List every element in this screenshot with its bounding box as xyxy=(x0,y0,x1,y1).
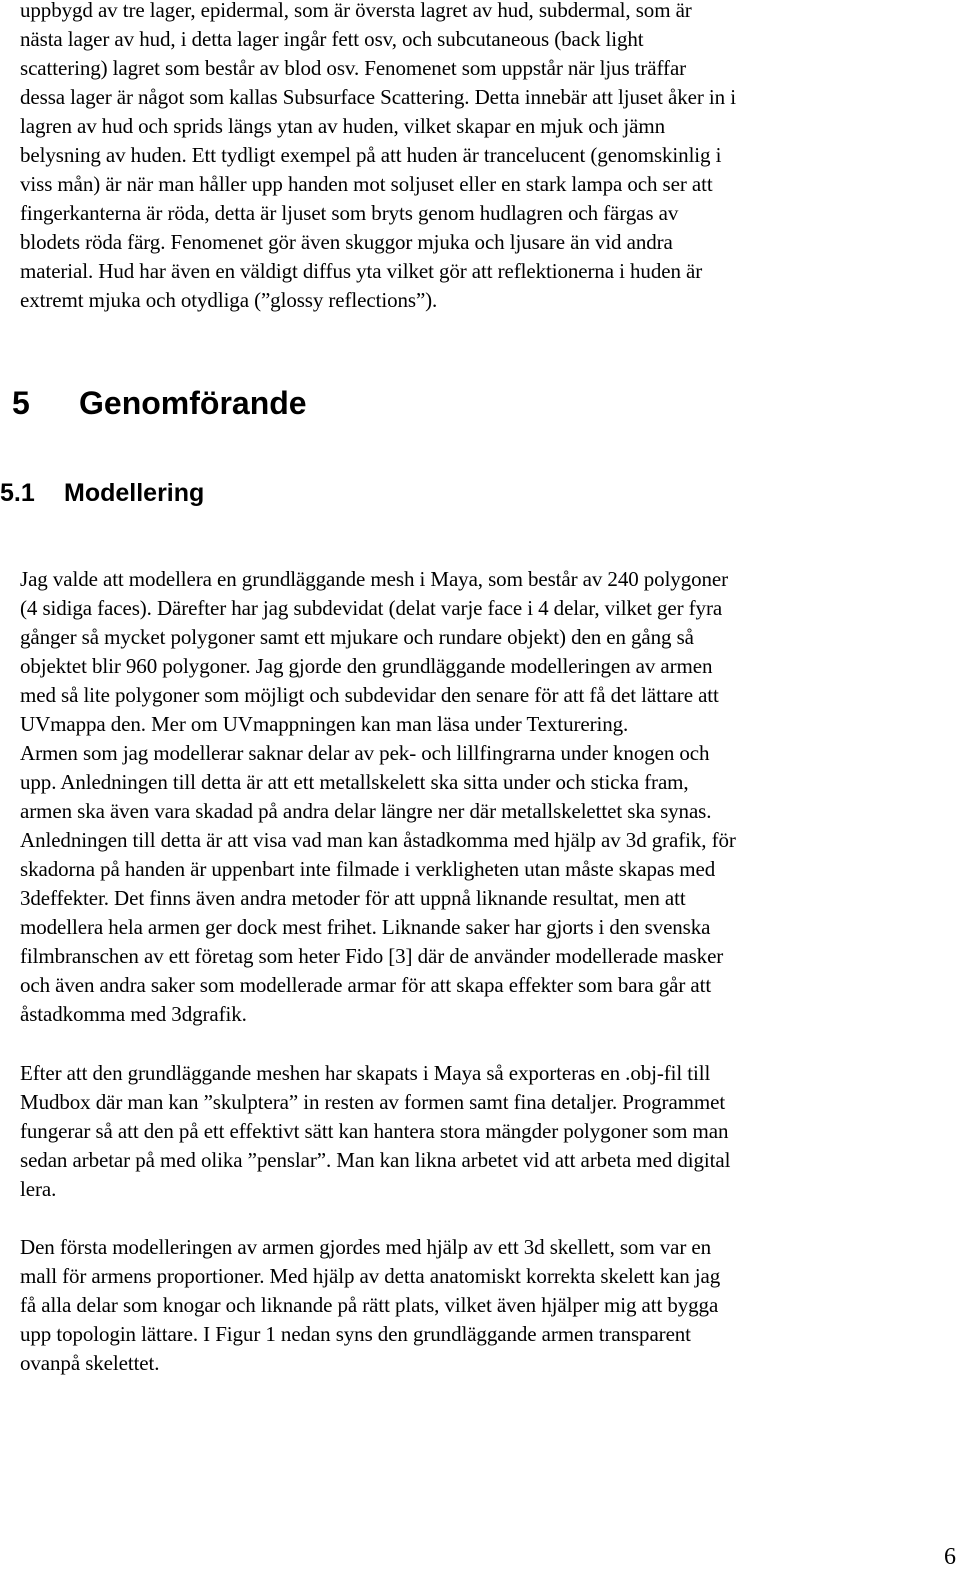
section-heading xyxy=(12,383,307,423)
section-title: Genomförande xyxy=(79,385,307,421)
section-number: 5 xyxy=(12,385,30,421)
paragraph-mudbox: Efter att den grundläggande meshen har skapats i Maya så exporteras en .obj-fil till Mudbox där man kan ”skulptera” in resten av formen samt fina detaljer. Programmet fungerar så att den på ett effektivt sätt kan hantera stora mängder polygoner som man sedan arbetar på med olika ”penslar”. Man kan likna arbetet vid att arbeta med digital lera. xyxy=(20,1061,731,1201)
paragraph-subsurface-scattering: uppbygd av tre lager, epidermal, som är översta lagret av hud, subdermal, som är nästa lager av hud, i detta lager ingår fett osv, och subcutaneous (back light scattering) lagret som består av blod osv. Fenomenet som uppstår när ljus träffar dessa lager är något som kallas Subsurface Scattering. Detta innebär att ljuset åker in i lagren av hud och sprids längs ytan av huden, vilket skapar en mjuk och jämn belysning av huden. Ett tydligt exempel på att huden är trancelucent (genomskinlig i viss mån) är när man håller upp handen mot soljuset eller en stark lampa och ser att fingerkanterna är röda, detta är ljuset som bryts genom hudlagren och färgas av blodets röda färg. Fenomenet gör även skuggor mjuka och ljusare än vid andra material. Hud har även en väldigt diffus yta vilket gör att reflektionerna i huden är extremt mjuka och otydliga (”glossy reflections”). xyxy=(20,0,736,312)
paragraph-skeleton: Den första modelleringen av armen gjordes med hjälp av ett 3d skellett, som var en mall för armens proportioner. Med hjälp av detta anatomiskt korrekta skelett kan jag få alla delar som knogar och liknande på rätt plats, vilket även hjälper mig att bygga upp topologin lättare. I Figur 1 nedan syns den grundläggande armen transparent ovanpå skelettet. xyxy=(20,1235,721,1375)
subsection-heading xyxy=(0,477,204,509)
subsection-title: Modellering xyxy=(64,479,205,507)
subsection-number: 5.1 xyxy=(0,479,35,507)
page-number: 6 xyxy=(944,1544,956,1570)
paragraph-modeling-maya: Jag valde att modellera en grundläggande mesh i Maya, som består av 240 polygoner (4 sidiga faces). Därefter har jag subdevidat (delat varje face i 4 delar, vilket ger fyra gånger så mycket polygoner samt ett mjukare och rundare objekt) den en gång så objektet blir 960 polygoner. Jag gjorde den grundläggande modelleringen av armen med så lite polygoner som möjligt och subdevidar den senare för att få det lättare att UVmappa den. Mer om UVmappningen kan man läsa under Texturering. Armen som jag modellerar saknar delar av pek- och lillfingrarna under knogen och upp. Anledningen till detta är att ett metallskelett ska sitta under och sticka fram, armen ska även vara skadad på andra delar längre ner där metallskelettet ska synas. Anledningen till detta är att visa vad man kan åstadkomma med hjälp av 3d grafik, för skadorna på handen är uppenbart inte filmade i verkligheten utan måste skapas med 3deffekter. Det finns även andra metoder för att uppnå liknande resultat, men att modellera hela armen ger dock mest frihet. Liknande saker har gjorts i den svenska filmbranschen av ett företag som heter Fido [3] där de använder modellerade masker och även andra saker som modellerade armar för att skapa effekter som bara går att åstadkomma med 3dgrafik. xyxy=(20,567,736,1026)
